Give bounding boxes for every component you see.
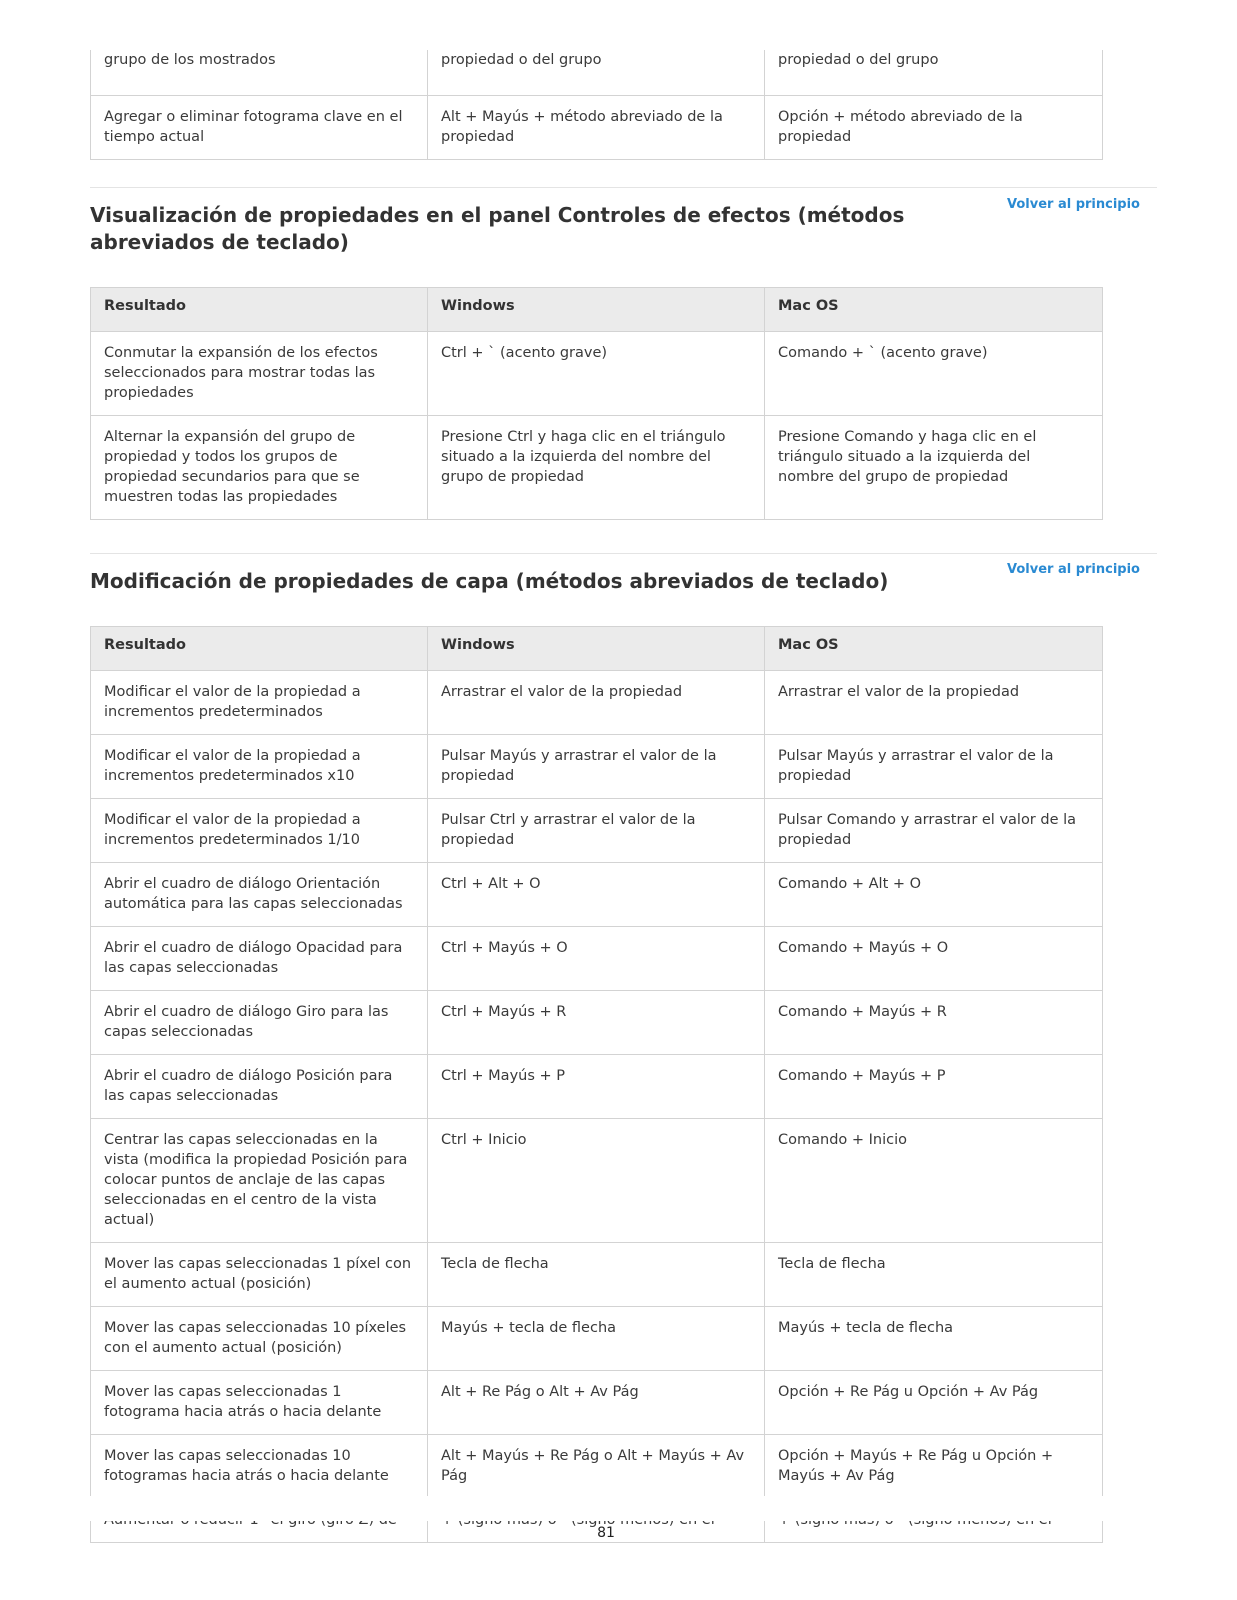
cell-windows: Presione Ctrl y haga clic en el triángulo situado a la izquierda del nombre del grupo de propiedad bbox=[428, 416, 765, 520]
cell-macos: Pulsar Comando y arrastrar el valor de la propiedad bbox=[765, 799, 1103, 863]
cell-result: Abrir el cuadro de diálogo Giro para las capas seleccionadas bbox=[91, 991, 428, 1055]
cell-windows: Pulsar Mayús y arrastrar el valor de la propiedad bbox=[428, 735, 765, 799]
cell-windows: Ctrl + Alt + O bbox=[428, 863, 765, 927]
cell-macos: Pulsar Mayús y arrastrar el valor de la propiedad bbox=[765, 735, 1103, 799]
table-row bbox=[91, 863, 1103, 927]
table-row bbox=[91, 671, 1103, 735]
table-row bbox=[91, 1307, 1103, 1371]
cell-windows: Ctrl + Inicio bbox=[428, 1119, 765, 1243]
cell-macos: Arrastrar el valor de la propiedad bbox=[765, 671, 1103, 735]
cell-windows: Tecla de flecha bbox=[428, 1243, 765, 1307]
back-to-top-link[interactable]: Volver al principio bbox=[1006, 197, 1140, 212]
cell-windows: Ctrl + Mayús + O bbox=[428, 927, 765, 991]
cell-windows: Alt + Mayús + Re Pág o Alt + Mayús + Av Pág bbox=[428, 1435, 765, 1499]
cell-macos: propiedad o del grupo bbox=[765, 50, 1103, 96]
shortcuts-table-continued bbox=[90, 50, 1103, 160]
column-header-result: Resultado bbox=[91, 627, 428, 671]
cell-macos: Comando + Alt + O bbox=[765, 863, 1103, 927]
cell-macos: Tecla de flecha bbox=[765, 1243, 1103, 1307]
table-row bbox=[91, 1055, 1103, 1119]
cell-result: Abrir el cuadro de diálogo Orientación automática para las capas seleccionadas bbox=[91, 863, 428, 927]
section-title: Modificación de propiedades de capa (métodos abreviados de teclado) bbox=[90, 569, 889, 593]
cell-result: Abrir el cuadro de diálogo Posición para las capas seleccionadas bbox=[91, 1055, 428, 1119]
cell-result: Modificar el valor de la propiedad a incrementos predeterminados x10 bbox=[91, 735, 428, 799]
table-row bbox=[91, 735, 1103, 799]
cell-macos: Comando + ` (acento grave) bbox=[765, 332, 1103, 416]
table-row bbox=[91, 1243, 1103, 1307]
cell-macos: Comando + Mayús + O bbox=[765, 927, 1103, 991]
table-header-row bbox=[91, 288, 1103, 332]
column-header-macos: Mac OS bbox=[765, 288, 1103, 332]
cell-macos: Opción + método abreviado de la propiedad bbox=[765, 96, 1103, 160]
section-title: Visualización de propiedades en el panel Controles de efectos (métodos abreviados de teclado) bbox=[90, 203, 905, 254]
cell-macos: Opción + Re Pág u Opción + Av Pág bbox=[765, 1371, 1103, 1435]
table-row bbox=[91, 799, 1103, 863]
cell-result: Mover las capas seleccionadas 10 píxeles con el aumento actual (posición) bbox=[91, 1307, 428, 1371]
cell-result: Alternar la expansión del grupo de propiedad y todos los grupos de propiedad secundarios para que se muestren todas las propiedades bbox=[91, 416, 428, 520]
table-row bbox=[91, 96, 1103, 160]
table-row bbox=[91, 416, 1103, 520]
column-header-windows: Windows bbox=[428, 627, 765, 671]
section-divider bbox=[90, 553, 1157, 554]
table-row bbox=[91, 991, 1103, 1055]
cell-macos: Comando + Mayús + R bbox=[765, 991, 1103, 1055]
cell-result: Mover las capas seleccionadas 10 fotogramas hacia atrás o hacia delante bbox=[91, 1435, 428, 1499]
cell-windows: Mayús + tecla de flecha bbox=[428, 1307, 765, 1371]
cell-macos: Comando + Inicio bbox=[765, 1119, 1103, 1243]
table-row bbox=[91, 50, 1103, 96]
cell-macos: Mayús + tecla de flecha bbox=[765, 1307, 1103, 1371]
column-header-macos: Mac OS bbox=[765, 627, 1103, 671]
cell-windows: Ctrl + Mayús + P bbox=[428, 1055, 765, 1119]
cell-windows: Alt + Mayús + método abreviado de la propiedad bbox=[428, 96, 765, 160]
cell-result: Modificar el valor de la propiedad a incrementos predeterminados bbox=[91, 671, 428, 735]
cell-result: Centrar las capas seleccionadas en la vista (modifica la propiedad Posición para colocar puntos de anclaje de las capas seleccionadas en el centro de la vista actual) bbox=[91, 1119, 428, 1243]
back-to-top-link[interactable]: Volver al principio bbox=[1006, 562, 1140, 577]
shortcuts-table-effect-controls bbox=[90, 287, 1103, 520]
table-row bbox=[91, 332, 1103, 416]
cell-windows: Pulsar Ctrl y arrastrar el valor de la propiedad bbox=[428, 799, 765, 863]
shortcuts-table-layer-properties bbox=[90, 626, 1103, 1543]
cell-result: Mover las capas seleccionadas 1 fotograma hacia atrás o hacia delante bbox=[91, 1371, 428, 1435]
cell-result: Agregar o eliminar fotograma clave en el tiempo actual bbox=[91, 96, 428, 160]
page-number: 81 bbox=[597, 1525, 615, 1541]
cell-windows: Alt + Re Pág o Alt + Av Pág bbox=[428, 1371, 765, 1435]
cell-result: Conmutar la expansión de los efectos seleccionados para mostrar todas las propiedades bbox=[91, 332, 428, 416]
table-row bbox=[91, 1371, 1103, 1435]
cell-result: Abrir el cuadro de diálogo Opacidad para las capas seleccionadas bbox=[91, 927, 428, 991]
cell-windows: Ctrl + Mayús + R bbox=[428, 991, 765, 1055]
cell-macos: Presione Comando y haga clic en el triángulo situado a la izquierda del nombre del grupo de propiedad bbox=[765, 416, 1103, 520]
page-cut-mask bbox=[88, 1496, 1108, 1521]
cell-result: Mover las capas seleccionadas 1 píxel con el aumento actual (posición) bbox=[91, 1243, 428, 1307]
column-header-windows: Windows bbox=[428, 288, 765, 332]
table-header-row bbox=[91, 627, 1103, 671]
table-row bbox=[91, 1435, 1103, 1499]
table-row bbox=[91, 927, 1103, 991]
table-row bbox=[91, 1119, 1103, 1243]
cell-windows: Ctrl + ` (acento grave) bbox=[428, 332, 765, 416]
cell-windows: propiedad o del grupo bbox=[428, 50, 765, 96]
cell-result: grupo de los mostrados bbox=[91, 50, 428, 96]
cell-macos: Comando + Mayús + P bbox=[765, 1055, 1103, 1119]
section-divider bbox=[90, 187, 1157, 188]
column-header-result: Resultado bbox=[91, 288, 428, 332]
cell-windows: Arrastrar el valor de la propiedad bbox=[428, 671, 765, 735]
cell-result: Modificar el valor de la propiedad a incrementos predeterminados 1/10 bbox=[91, 799, 428, 863]
cell-macos: Opción + Mayús + Re Pág u Opción + Mayús + Av Pág bbox=[765, 1435, 1103, 1499]
